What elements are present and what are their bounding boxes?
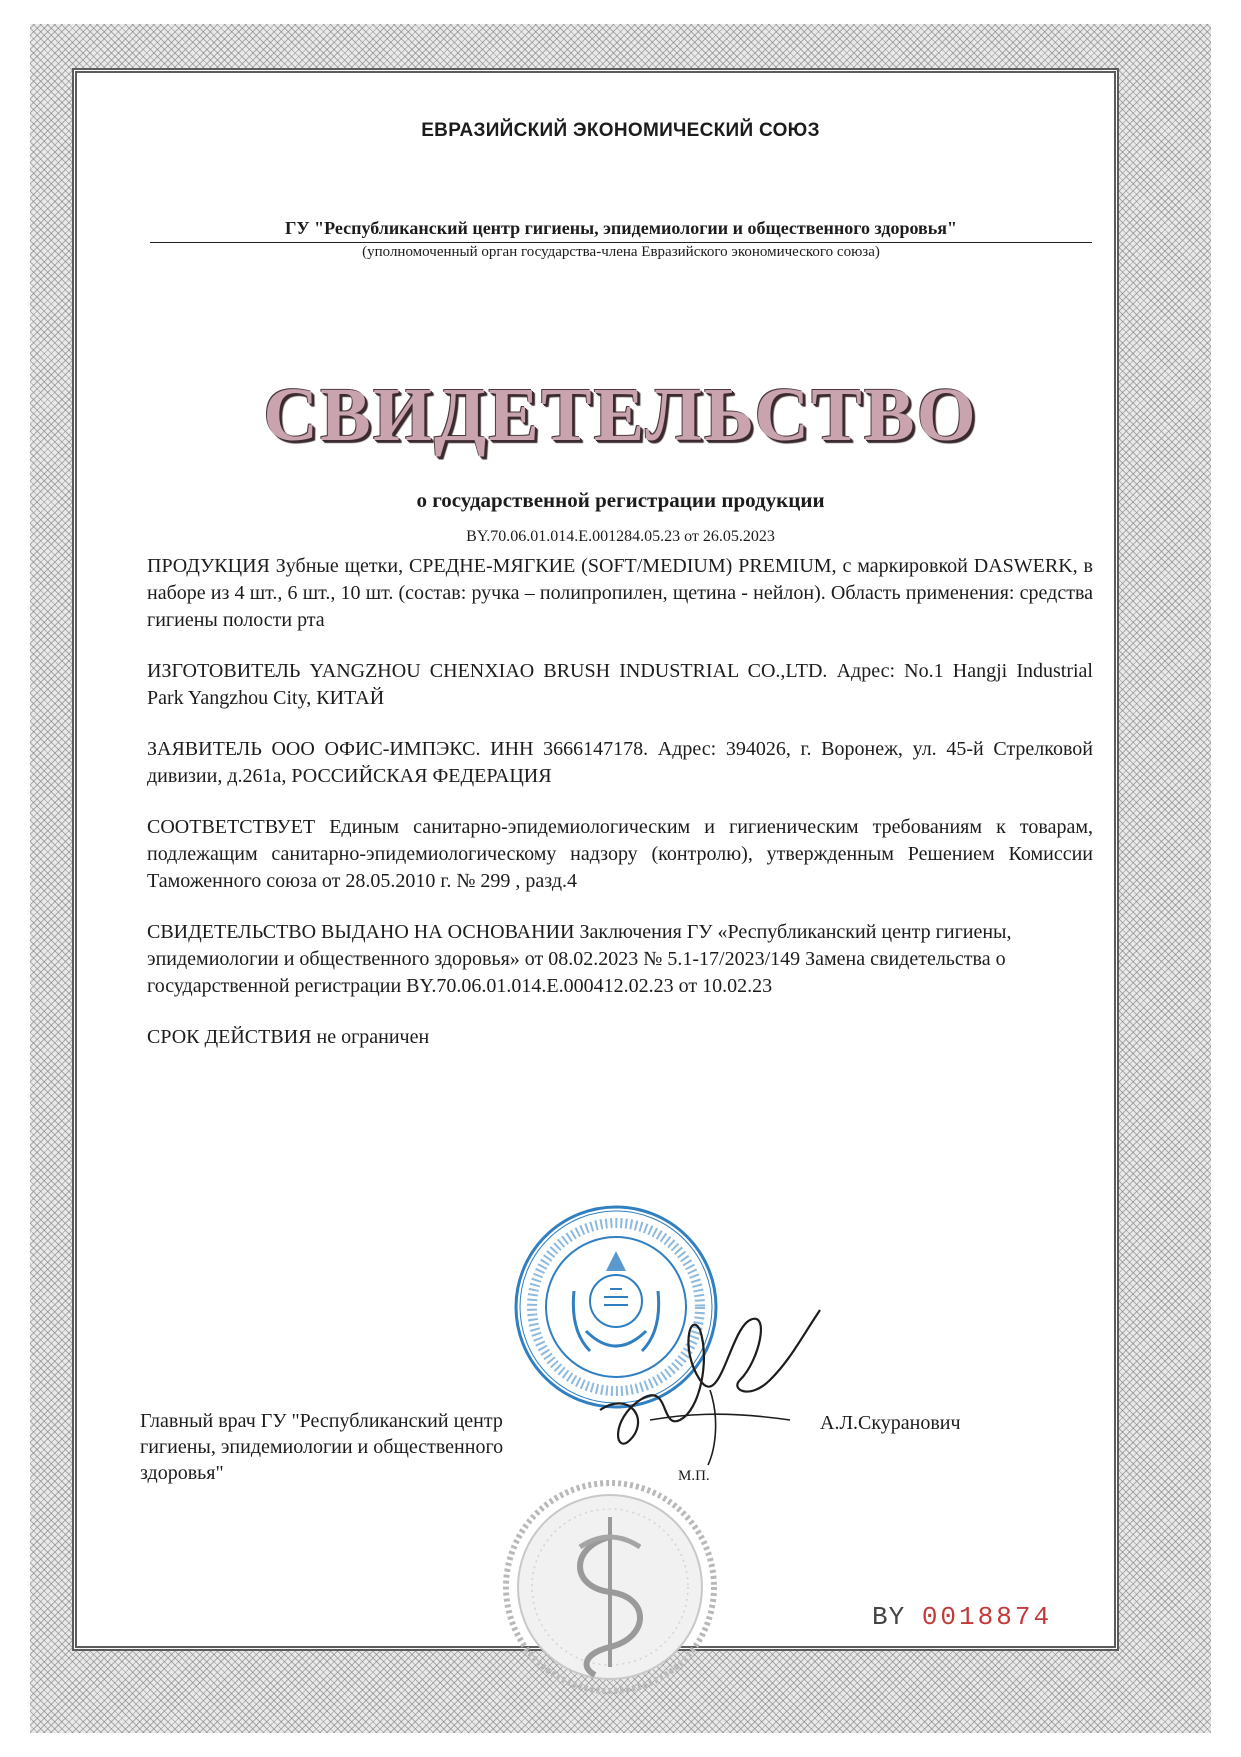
manufacturer-label: ИЗГОТОВИТЕЛЬ — [147, 660, 301, 682]
issuer-note: (уполномоченный орган государства-члена Евразийского экономического союза) — [362, 244, 880, 260]
seal-mark: М.П. — [678, 1468, 710, 1484]
issuer-name: ГУ "Республиканский центр гигиены, эпидемиологии и общественного здоровья" — [150, 218, 1092, 243]
hologram-seal — [500, 1477, 720, 1697]
validity-text: не ограничен — [316, 1026, 430, 1048]
signatory-name: А.Л.Скуранович — [820, 1412, 961, 1434]
applicant-label: ЗАЯВИТЕЛЬ — [147, 738, 262, 760]
union-heading: ЕВРАЗИЙСКИЙ ЭКОНОМИЧЕСКИЙ СОЮЗ — [421, 120, 820, 141]
basis-text: Заключения ГУ «Республиканский центр гигиены, эпидемиологии и общественного здоровья» от 08.02.2023 № 5.1-17/2023/149 Замена свидетельства о государственной регистрации BY.70.06.01.014.E.000412.02.23 от 10.02.23 — [147, 921, 1012, 997]
applicant-text: ООО ОФИС-ИМПЭКС. ИНН 3666147178. Адрес: 394026, г. Воронеж, ул. 45-й Стрелковой дивизии, д.261а, РОССИЙСКАЯ ФЕДЕРАЦИЯ — [147, 738, 1093, 787]
conformity-label: СООТВЕТСТВУЕТ — [147, 816, 316, 838]
basis-label: СВИДЕТЕЛЬСТВО ВЫДАНО НА ОСНОВАНИИ — [147, 921, 575, 943]
validity-label: СРОК ДЕЙСТВИЯ — [147, 1026, 312, 1048]
product-section — [147, 553, 1093, 634]
manufacturer-text: YANGZHOU CHENXIAO BRUSH INDUSTRIAL CO.,LTD. Адрес: No.1 Hangji Industrial Park Yangzhou City, КИТАЙ — [147, 660, 1093, 709]
certificate-title: СВИДЕТЕЛЬСТВО — [263, 373, 978, 457]
certificate-body — [147, 553, 1093, 1075]
basis-section — [147, 919, 1093, 1000]
manufacturer-section — [147, 658, 1093, 712]
serial-prefix: BY — [872, 1602, 906, 1632]
serial-digits: 0018874 — [921, 1602, 1053, 1632]
conformity-section — [147, 814, 1093, 895]
conformity-text: Единым санитарно-эпидемиологическим и гигиеническим требованиям к товарам, подлежащим санитарно-эпидемиологическому надзору (контролю), утвержденным Решением Комиссии Таможенного союза от 28.05.2010 г. № 299 , разд.4 — [147, 816, 1093, 892]
signatory-position: Главный врач ГУ "Республиканский центр гигиены, эпидемиологии и общественного здоровья" — [140, 1410, 504, 1484]
validity-section — [147, 1024, 1093, 1051]
applicant-section — [147, 736, 1093, 790]
product-label: ПРОДУКЦИЯ — [147, 555, 270, 577]
serial-number — [872, 1602, 1052, 1632]
registration-number: BY.70.06.01.014.E.001284.05.23 от 26.05.2023 — [466, 528, 775, 545]
handwritten-signature — [590, 1270, 830, 1470]
certificate-subtitle: о государственной регистрации продукции — [416, 488, 825, 512]
product-text: Зубные щетки, СРЕДНЕ-МЯГКИЕ (SOFT/MEDIUM) PREMIUM, с маркировкой DASWERK, в наборе из 4 шт., 6 шт., 10 шт. (состав: ручка – полипропилен, щетина - нейлон). Область применения: средства гигиены полости рта — [147, 555, 1093, 631]
